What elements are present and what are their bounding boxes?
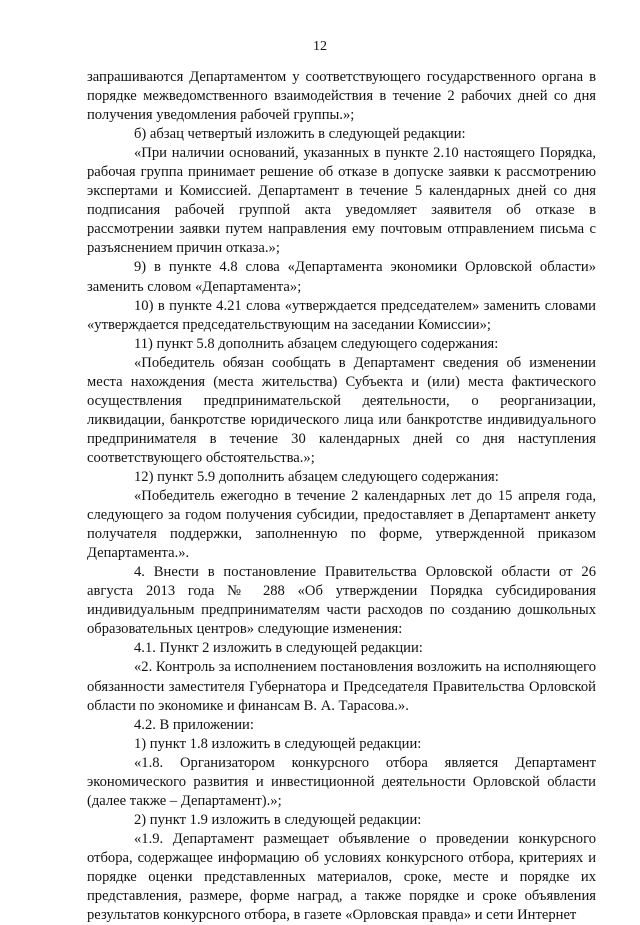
- paragraph: 9) в пункте 4.8 слова «Департамента экономики Орловской области» заменить словом «Департамента»;: [87, 259, 596, 295]
- paragraph: «2. Контроль за исполнением постановления возложить на исполняющего обязанности заместителя Губернатора и Председателя Правительства Орловской области по экономике и финансам В. А. Тарасова.».: [87, 659, 596, 714]
- paragraph: 4.2. В приложении:: [134, 716, 254, 733]
- paragraph: «1.9. Департамент размещает объявление о проведении конкурсного отбора, содержащее информацию об условиях конкурсного отбора, критериях и порядке оценки представленных материалов, сроке, месте и порядке их представления, размере, форме наград, а также порядке и сроке объявления результатов конкурсного отбора, в газете «Орловская правда» и сети Интернет: [87, 830, 596, 924]
- paragraph: 12) пункт 5.9 дополнить абзацем следующего содержания:: [134, 468, 499, 485]
- paragraph: «Победитель обязан сообщать в Департамент сведения об изменении места нахождения (места жительства) Субъекта и (или) места фактического осуществления предпринимательской деятельности, о реорганизации, ликвидации, банкротстве юридического лица или банкротстве индивидуального предпринимателя в течение 30 календарных дней со дня наступления соответствующего обстоятельства.»;: [87, 354, 596, 466]
- paragraph: «1.8. Организатором конкурсного отбора является Департамент экономического развития и инвестиционной деятельности Орловской области (далее также – Департамент).»;: [87, 754, 596, 809]
- paragraph: 1) пункт 1.8 изложить в следующей редакции:: [134, 735, 422, 752]
- document-body: [87, 68, 596, 925]
- paragraph: запрашиваются Департаментом у соответствующего государственного органа в порядке межведомственного взаимодействия в течение 2 рабочих дней со дня получения уведомления рабочей группы.»;: [87, 69, 596, 124]
- paragraph: 4.1. Пункт 2 изложить в следующей редакции:: [134, 640, 423, 657]
- paragraph: «Победитель ежегодно в течение 2 календарных лет до 15 апреля года, следующего за годом получения субсидии, предоставляет в Департамент анкету получателя поддержки, заполненную по форме, утвержденной приказом Департамента.».: [87, 488, 596, 562]
- page-number: 12: [313, 39, 327, 54]
- paragraph: 10) в пункте 4.21 слова «утверждается председателем» заменить словами «утверждается председательствующим на заседании Комиссии»;: [87, 297, 596, 333]
- paragraph: 11) пункт 5.8 дополнить абзацем следующего содержания:: [134, 335, 499, 352]
- paragraph: «При наличии оснований, указанных в пункте 2.10 настоящего Порядка, рабочая группа принимает решение об отказе в допуске заявки к рассмотрению экспертами и Комиссией. Департамент в течение 5 календарных дней со дня подписания рабочей группой акта уведомляет заявителя об отказе в рассмотрении заявки путем направления ему почтовым отправлением письма с разъяснением причин отказа.»;: [87, 145, 596, 257]
- paragraph: 2) пункт 1.9 изложить в следующей редакции:: [134, 811, 422, 828]
- paragraph: б) абзац четвертый изложить в следующей редакции:: [134, 126, 466, 143]
- paragraph: 4. Внести в постановление Правительства Орловской области от 26 августа 2013 года № 288 «Об утверждении Порядка субсидирования индивидуальным предпринимателям части расходов по созданию дошкольных образовательных центров» следующие изменения:: [87, 564, 596, 638]
